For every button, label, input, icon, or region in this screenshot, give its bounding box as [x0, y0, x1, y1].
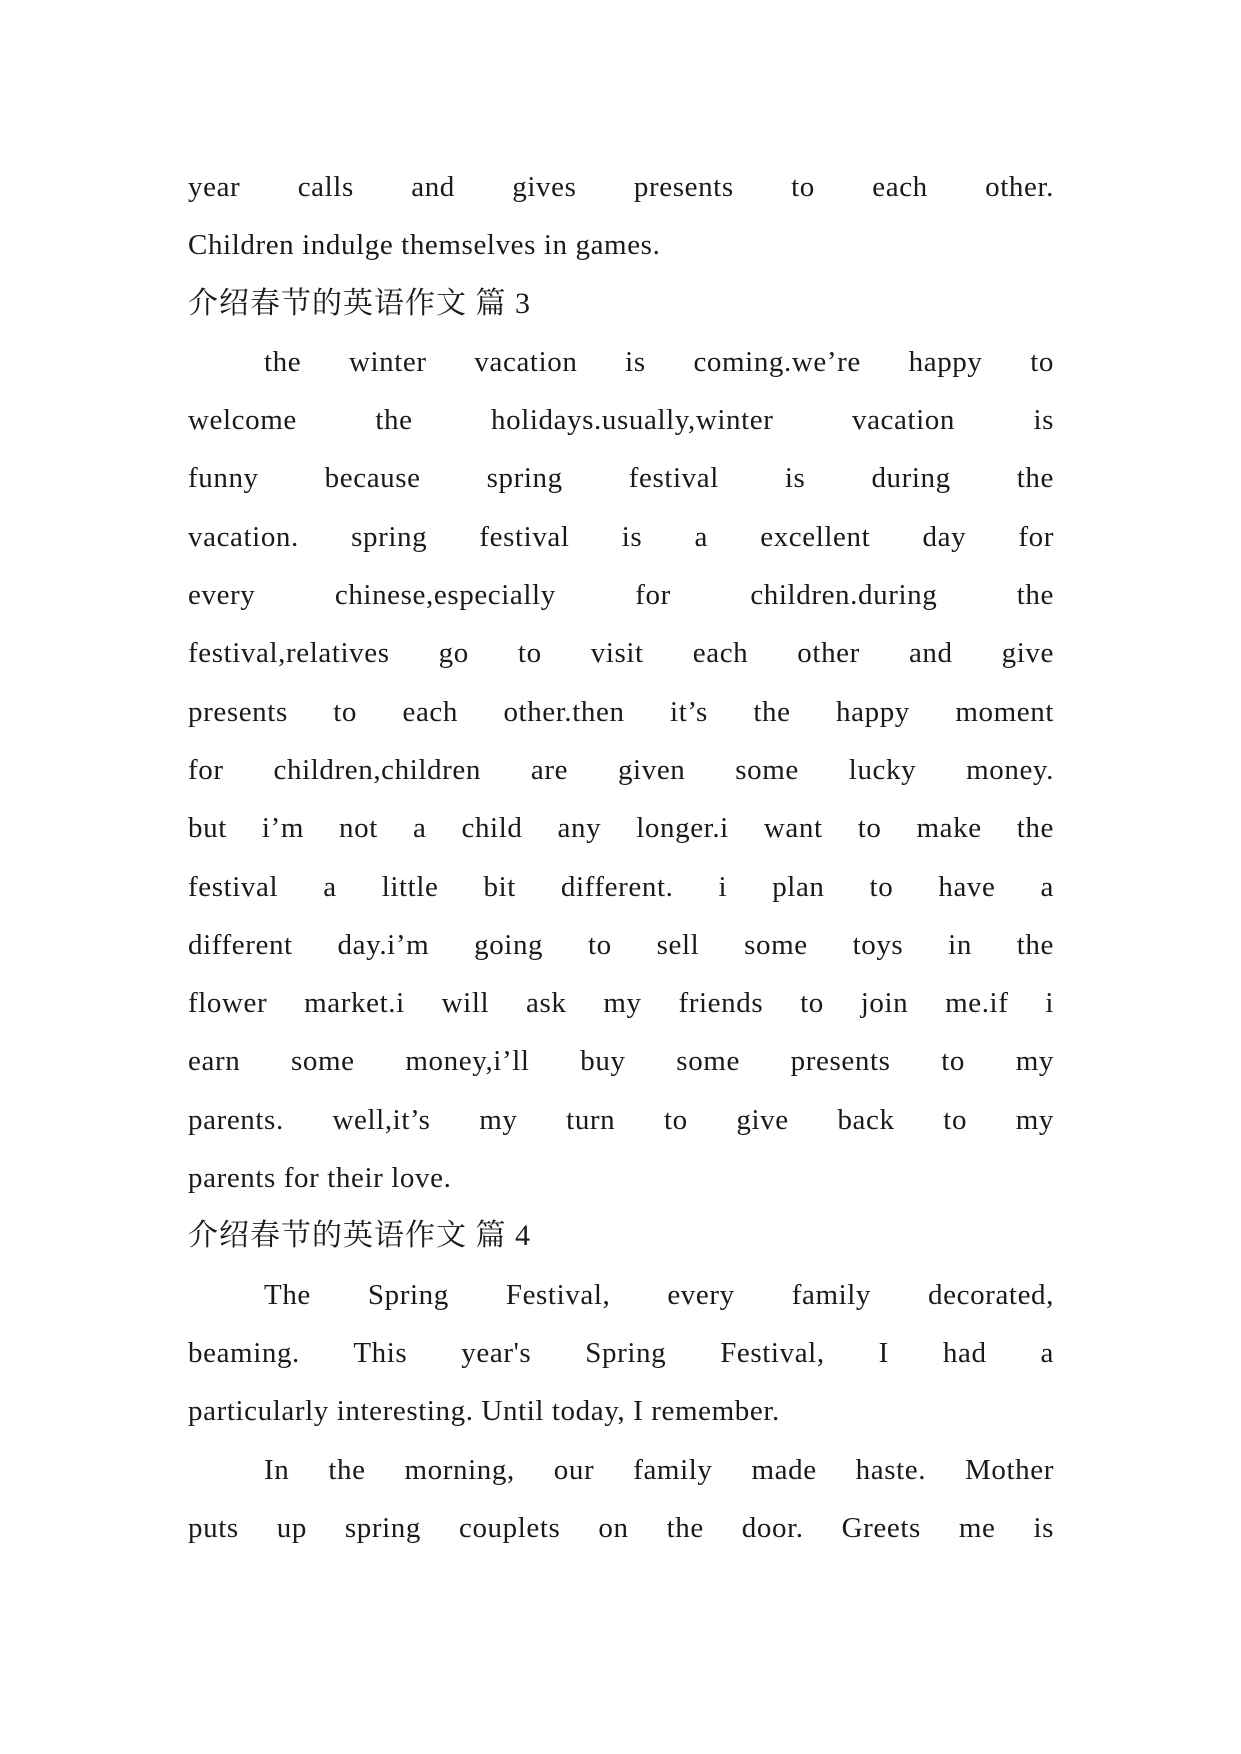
paragraph-line: year calls and gives presents to each other. — [188, 171, 1054, 203]
paragraph-line: Children indulge themselves in games. — [188, 229, 661, 262]
paragraph-line: presents to each other.then it’s the happy moment — [188, 695, 1054, 728]
paragraph-line: In the morning, our family made haste. Mother — [264, 1453, 1054, 1486]
paragraph-line: beaming. This year's Spring Festival, I had a — [188, 1336, 1054, 1369]
paragraph-line: different day.i’m going to sell some toys in the — [188, 928, 1054, 961]
paragraph-line: particularly interesting. Until today, I remember. — [188, 1395, 780, 1428]
paragraph-line: festival,relatives go to visit each other and give — [188, 637, 1054, 670]
paragraph-line: vacation. spring festival is a excellent day for — [188, 520, 1054, 553]
paragraph-line: parents. well,it’s my turn to give back to my — [188, 1103, 1054, 1136]
paragraph-line: The Spring Festival, every family decorated, — [264, 1278, 1054, 1311]
paragraph-line: the winter vacation is coming.we’re happy to — [264, 345, 1054, 378]
paragraph-line: welcome the holidays.usually,winter vacation is — [188, 404, 1054, 437]
section-heading: 介绍春节的英语作文 篇 3 — [188, 286, 531, 320]
paragraph-line: puts up spring couplets on the door. Greets me is — [188, 1511, 1054, 1544]
paragraph-line: parents for their love. — [188, 1162, 452, 1195]
document-body — [188, 158, 1054, 1557]
paragraph-line: for children,children are given some lucky money. — [188, 753, 1054, 786]
paragraph-line: every chinese,especially for children.during the — [188, 579, 1054, 612]
paragraph-line: flower market.i will ask my friends to join me.if i — [188, 987, 1054, 1020]
paragraph-line: earn some money,i’ll buy some presents to my — [188, 1045, 1054, 1078]
section-heading: 介绍春节的英语作文 篇 4 — [188, 1219, 531, 1253]
paragraph-line: but i’m not a child any longer.i want to make the — [188, 812, 1054, 845]
paragraph-line: festival a little bit different. i plan to have a — [188, 870, 1054, 903]
paragraph-line: funny because spring festival is during the — [188, 462, 1054, 495]
